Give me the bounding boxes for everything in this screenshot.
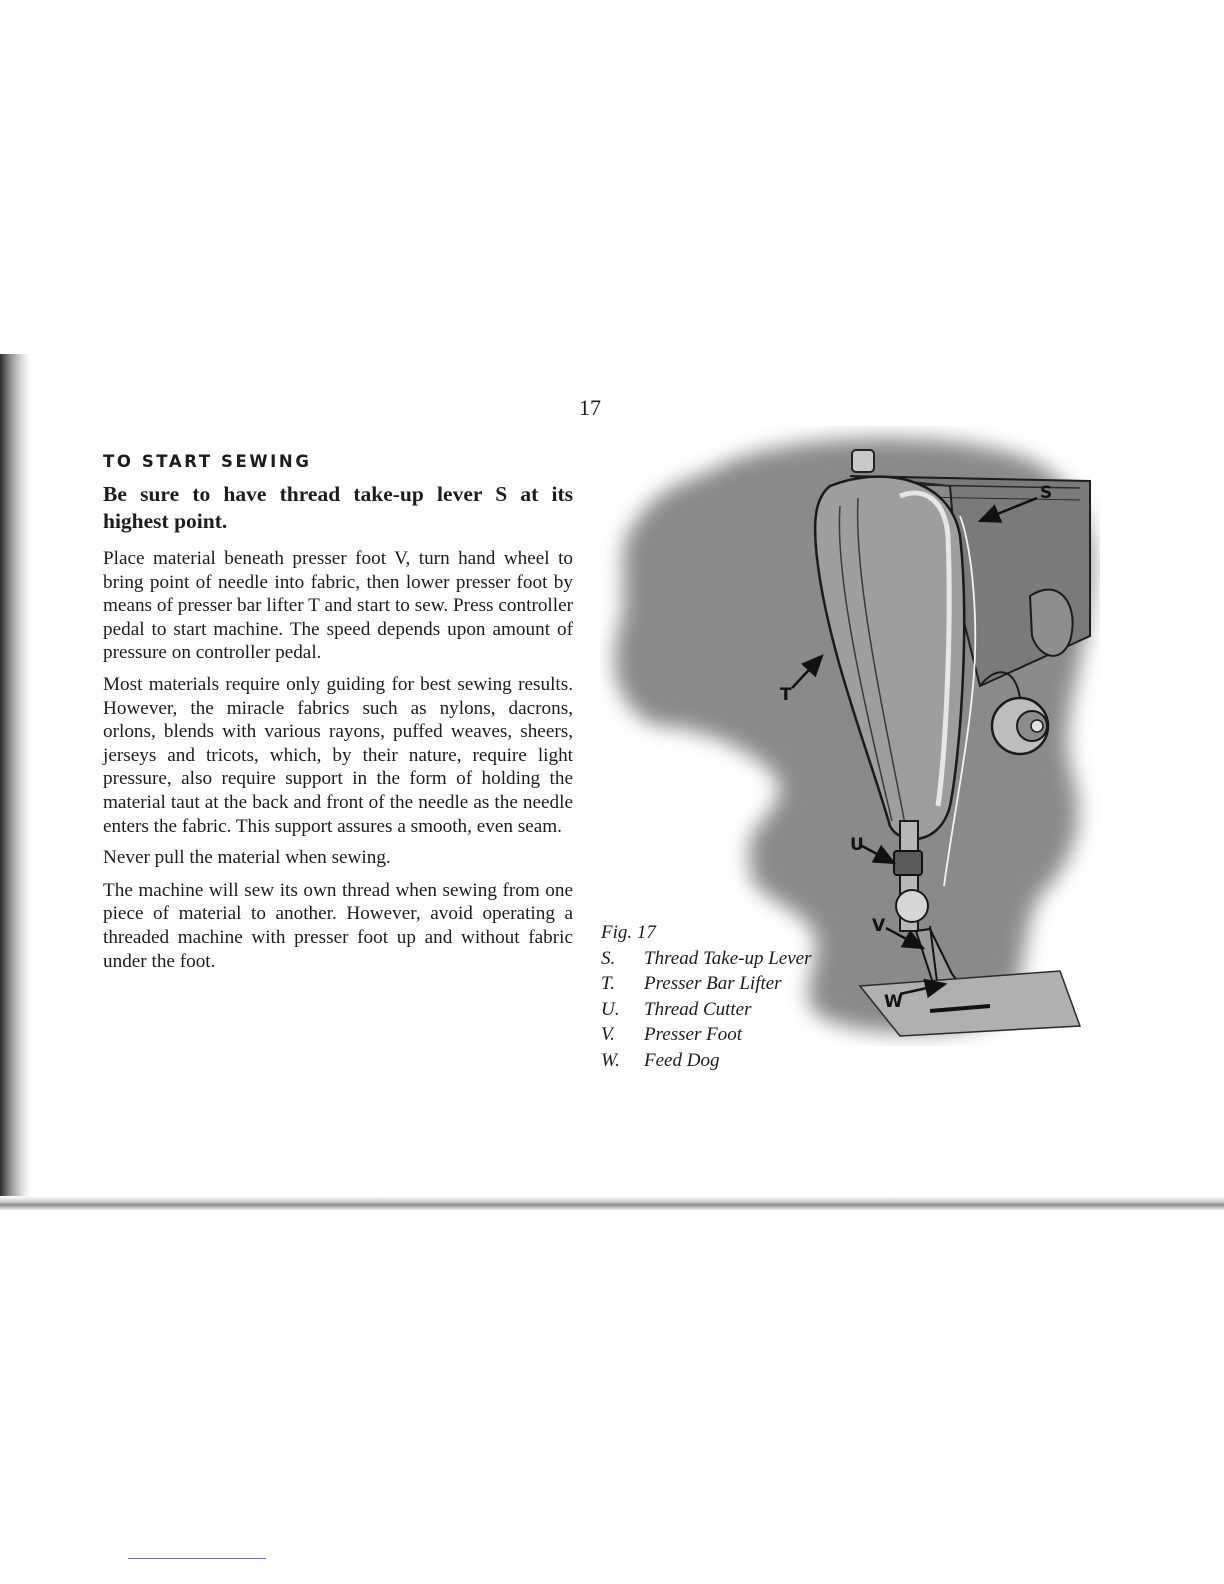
legend-item-s <box>601 946 861 972</box>
legend-letter: S. <box>601 947 616 969</box>
footer-rule <box>128 1558 266 1559</box>
page-bottom-edge <box>0 1196 1224 1210</box>
legend-item-w <box>601 1048 861 1074</box>
paragraph-threaded-machine: The machine will sew its own thread when sewing from one piece of material to another. However, avoid operating a threaded machine with presser foot up and without fabric under the foot. <box>103 879 573 972</box>
figure-caption <box>601 920 861 1074</box>
legend-text: Presser Foot <box>644 1024 742 1046</box>
callout-u: U <box>850 835 864 855</box>
instructions-column <box>103 452 573 981</box>
legend-letter: T. <box>601 973 615 995</box>
callout-v: V <box>872 916 886 936</box>
paragraph-never-pull: Never pull the material when sewing. <box>103 847 391 869</box>
callout-s: S <box>1040 483 1053 503</box>
figure-label: Fig. 17 <box>601 922 656 943</box>
legend-text: Presser Bar Lifter <box>644 973 782 995</box>
subheading: Be sure to have thread take-up lever S at its highest point. <box>103 482 573 533</box>
legend-item-u <box>601 997 861 1023</box>
top-knob <box>852 450 874 472</box>
thread-cutter <box>894 851 922 875</box>
paragraph-miracle-fabrics: Most materials require only guiding for best sewing results. However, the miracle fabrics such as nylons, dacrons, orlons, blends with various rayons, puffed weaves, sheers, jerseys and tricots, which, by their nature, require light pressure, also require support in the form of holding the material taut at the back and front of the needle as the needle enters the fabric. This support assures a smooth, even seam. <box>103 673 573 837</box>
legend-item-t <box>601 971 861 997</box>
paragraph-place-material: Place material beneath presser foot V, turn hand wheel to bring point of needle into fabric, then lower presser foot by means of presser bar lifter T and start to sew. Press controller pedal to start machine. The speed depends upon amount of pressure on controller pedal. <box>103 548 573 664</box>
manual-page <box>0 350 1224 1216</box>
legend-text: Thread Take-up Lever <box>644 947 812 969</box>
legend-letter: V. <box>601 1024 615 1046</box>
page-number: 17 <box>579 395 601 420</box>
legend-item-v <box>601 1022 861 1048</box>
page-binding-shadow <box>0 354 30 1204</box>
callout-w: W <box>884 992 903 1012</box>
legend-letter: U. <box>601 998 620 1020</box>
legend-text: Feed Dog <box>644 1049 720 1071</box>
section-heading: TO START SEWING <box>103 452 312 471</box>
legend-letter: W. <box>601 1049 620 1071</box>
callout-t: T <box>780 685 792 705</box>
legend-text: Thread Cutter <box>644 998 752 1020</box>
